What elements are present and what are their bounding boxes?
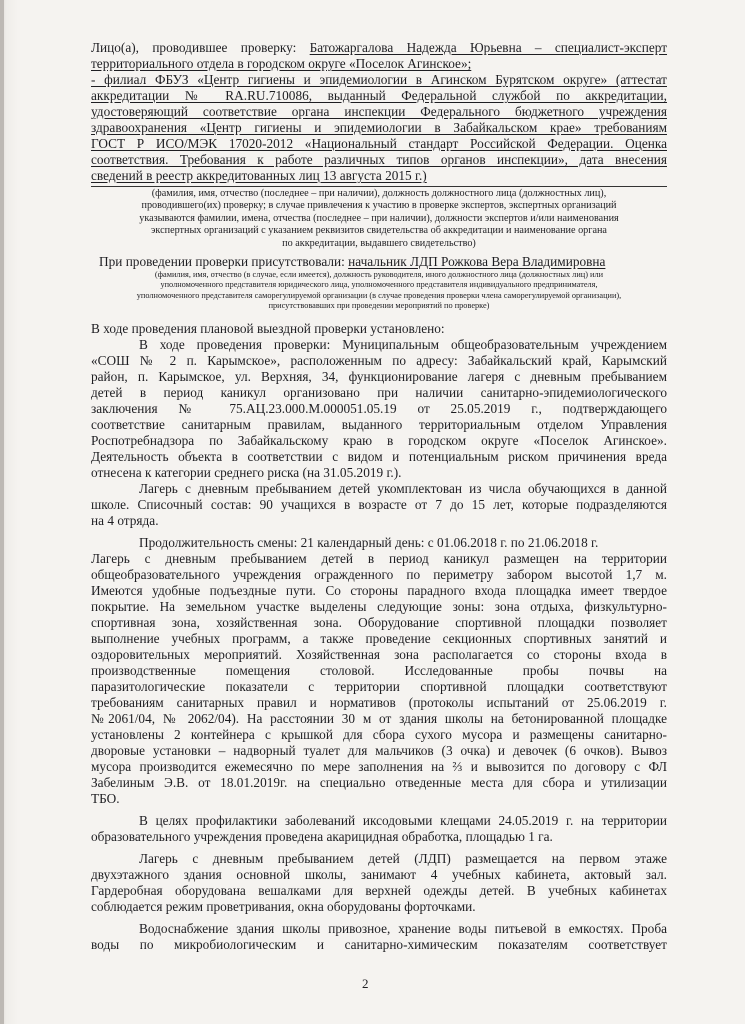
text-line: Водоснабжение здания школы привозное, хранение воды питьевой в емкостях. Проба	[139, 920, 667, 936]
text-line: Лицо(а), проводившее проверку:	[91, 40, 310, 55]
text-line: дворовые установки – надворный туалет для мальчиков (3 очка) и девочек (6 очков). Вывоз	[91, 742, 667, 758]
text-line: по аккредитации, выдавшего свидетельство)	[282, 237, 476, 249]
text-line: оздоровительных мероприятий. Хозяйственная зона располагается со стороны входа в	[91, 646, 667, 662]
text-line: В ходе проведения проверки: Муниципальным общеобразовательным учреждением	[139, 336, 667, 352]
header-line: - филиал ФБУЗ «Центр гигиены и эпидемиологии в Агинском Бурятском округе» (аттестат	[91, 72, 667, 87]
text-line: уполномоченного представителя саморегулируемой организации (в случае проведения проверки члена саморегулируемой организации),	[136, 290, 622, 300]
text-line: «СОШ № 2 п. Карымское», расположенным по адресу: Забайкальский край, Карымский	[91, 352, 667, 368]
paragraph-4	[91, 813, 667, 845]
text-line: Батожаргалова Надежда Юрьевна – специалист-эксперт	[309, 40, 668, 55]
header-line: территориального отдела в городском округе «Поселок Агинское»;	[91, 56, 472, 71]
findings-intro: В ходе проведения плановой выездной проверки установлено:	[91, 320, 445, 336]
text-line: выполнение учебных программ, а также проведение секционных спортивных занятий и	[91, 630, 667, 646]
text-line: общеобразовательного учреждения огражденного по периметру забором высотой 1,7 м.	[91, 566, 667, 582]
text-line: соблюдается режим проветривания, окна оборудованы форточками.	[91, 898, 476, 914]
page-number: 2	[362, 976, 369, 991]
inspector-details	[91, 56, 667, 184]
text-line: мусора производится ежемесячно по мере заполнения на ⅔ и вывозится по договору с ФЛ	[91, 758, 667, 774]
header-line	[91, 40, 667, 56]
document-body	[91, 40, 667, 953]
text-line: Лагерь с дневным пребыванием детей укомплектован из числа обучающихся в данной	[139, 480, 667, 496]
text-line: ТБО.	[91, 790, 120, 806]
text-line: экспертных организаций с указанием реквизитов свидетельства об аккредитации и наименование органа	[151, 225, 607, 237]
text-line: детей в период каникул организовано при наличии санитарно-эпидемиологического	[91, 384, 667, 400]
text-line: требованиям санитарных правил и нормативов (протоколы испытаний от 25.06.2019 г.	[91, 694, 667, 710]
present-note	[91, 270, 667, 312]
inspector-block	[91, 40, 667, 250]
header-line: сведений в реестр аккредитованных лиц 13 августа 2015 г.)	[91, 168, 427, 183]
text-line: В целях профилактики заболеваний иксодовыми клещами 24.05.2019 г. на территории	[139, 812, 667, 828]
text-line: воды по микробиологическим и санитарно-химическим показателям соответствует	[91, 936, 667, 952]
text-line: школе. Списочный состав: 90 учащихся в возрасте от 7 до 15 лет, которые подразделяются	[91, 496, 667, 512]
text-line: паразитологические показатели с территории спортивной площадки соответствуют	[91, 678, 667, 694]
paragraph-6	[91, 921, 667, 953]
text-line: (фамилия, имя, отчество (в случае, если имеется), должность руководителя, иного должностного лица (должностных лиц) или	[154, 270, 604, 280]
paragraph-2	[91, 481, 667, 529]
header-line: соответствия. Требования к работе различных типов органов инспекции», дата внесения	[91, 152, 667, 167]
signature-rule	[91, 186, 667, 187]
inspector-note	[91, 188, 667, 250]
text-line: на 4 отряда.	[91, 512, 159, 528]
text-line: Гардеробная оборудована вешалками для верхней одежды детей. В учебных кабинетах	[91, 882, 667, 898]
present-label: При проведении проверки присутствовали:	[99, 254, 349, 270]
text-line: производственные помещения столовой. Исследованные пробы почвы на	[91, 662, 667, 678]
text-line: образовательного учреждения проведена акарицидная обработка, площадью 1 га.	[91, 828, 553, 844]
text-line: Деятельность объекта в соответствии с видом и потенциальным риском причинения вреда	[91, 448, 667, 464]
text-line: район, п. Карымское, ул. Верхняя, 34, функционирование лагеря с дневным пребыванием	[91, 368, 667, 384]
present-value: начальник ЛДП Рожкова Вера Владимировна	[348, 254, 606, 270]
paragraph-3	[91, 535, 667, 807]
text-line: уполномоченного представителя юридического лица, уполномоченного представителя индивидуального предпринимателя,	[160, 280, 598, 290]
text-line: Роспотребнадзора по Забайкальскому краю в городском округе «Поселок Агинское».	[91, 432, 667, 448]
text-line: проводившего(их) проверку; в случае привлечения к участию в проверке экспертов, экспертных организаций	[141, 200, 617, 212]
header-line: ГОСТ Р ИСО/МЭК 17020-2012 «Национальный стандарт Российской Федерации. Оценка	[91, 136, 667, 151]
text-line: Имеются удобные подъездные пути. Со стороны парадного входа площадка имеет твердое	[91, 582, 667, 598]
text-line: Забелиным Э.В. от 18.01.2019г. на специально отведенные места для сбора и утилизации	[91, 774, 667, 790]
header-line: здравоохранения «Центр гигиены и эпидемиологии в Забайкальском крае» требованиям	[91, 120, 667, 135]
paragraph-1	[91, 337, 667, 481]
text-line: указываются фамилии, имена, отчества (последнее – при наличии), должности экспертов и/или наименования	[139, 212, 619, 224]
present-block	[91, 254, 667, 312]
text-line: установлены 2 контейнера с крышкой для сбора сухого мусора и размещены санитарно-	[91, 726, 667, 742]
text-line: отнесена к категории среднего риска (на 31.05.2019 г.).	[91, 464, 402, 480]
text-line: Продолжительность смены: 21 календарный день: с 01.06.2018 г. по 21.06.2018 г.	[139, 534, 599, 550]
text-line: (фамилия, имя, отчество (последнее – при наличии), должность должностного лица (должностных лиц),	[151, 188, 607, 199]
text-line: заключения № 75.АЦ.23.000.М.000051.05.19 от 25.05.2019 г., подтверждающего	[91, 400, 667, 416]
text-line: двухэтажного здания основной школы, занимают 4 учебных кабинета, актовый зал.	[91, 866, 667, 882]
header-line: аккредитации № RA.RU.710086, выданный Федеральной службой по аккредитации,	[91, 88, 667, 103]
text-line: Лагерь с дневным пребыванием детей в период каникул размещен на территории	[91, 550, 667, 566]
text-line: спортивная зона, хозяйственная зона. Оборудование спортивной площадки позволяет	[91, 614, 667, 630]
text-line: соответствие санитарным правилам, выданного территориальным отделом Управления	[91, 416, 667, 432]
header-line: удостоверяющий соответствие органа инспекции Федерального бюджетного учреждения	[91, 104, 667, 119]
present-line	[91, 254, 667, 270]
text-line: №2061/04, № 2062/04). На расстоянии 30 м от здания школы на бетонированной площадке	[91, 710, 667, 726]
text-line: покрытие. На земельном участке выделены следующие зоны: зона отдыха, физкультурно-	[91, 598, 667, 614]
text-line: присутствовавших при проведении мероприятий по проверке)	[268, 301, 490, 311]
paragraph-5	[91, 851, 667, 915]
text-line: Лагерь с дневным пребыванием детей (ЛДП) размещается на первом этаже	[139, 850, 667, 866]
page-fold-shadow	[0, 0, 4, 1024]
